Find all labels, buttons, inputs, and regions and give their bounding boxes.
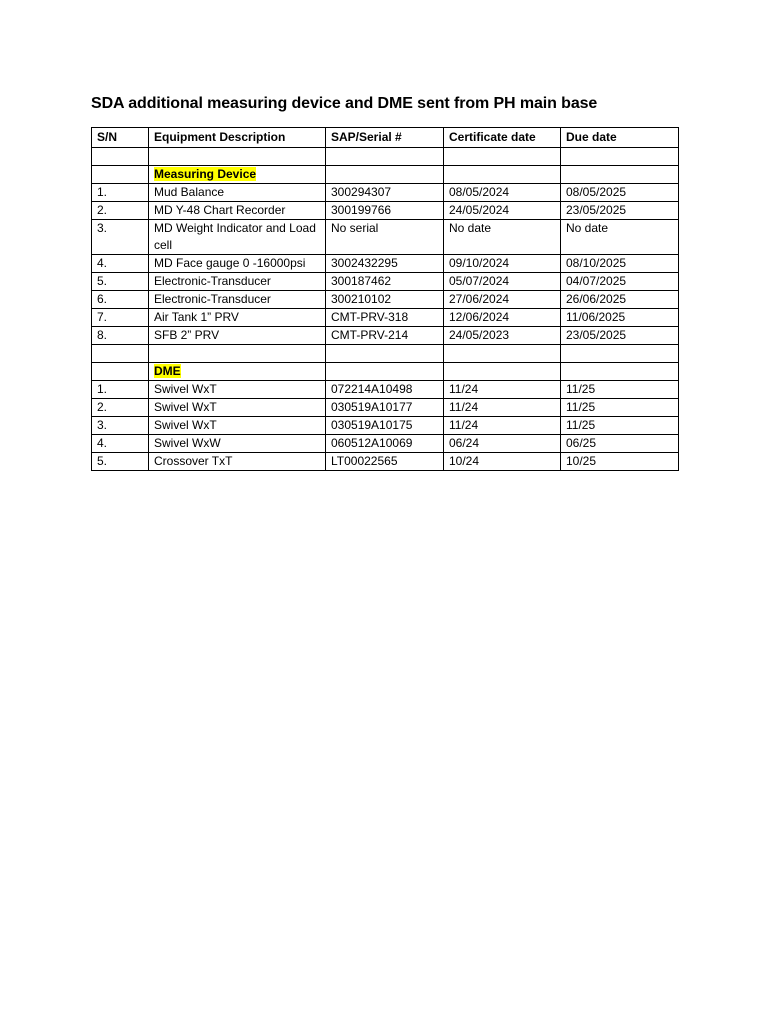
equipment-description-cell: Electronic-Transducer [149, 291, 326, 309]
table-row [92, 417, 679, 435]
due-date-cell: 23/05/2025 [561, 202, 679, 220]
due-date-cell: 06/25 [561, 435, 679, 453]
empty-cell [92, 148, 149, 166]
due-date-cell: 11/25 [561, 417, 679, 435]
empty-cell [326, 345, 444, 363]
sn-cell: 3. [92, 417, 149, 435]
header-due-date: Due date [561, 128, 679, 148]
header-equipment-description: Equipment Description [149, 128, 326, 148]
spacer-row [92, 148, 679, 166]
certificate-date-cell: 24/05/2023 [444, 327, 561, 345]
certificate-date-cell: 05/07/2024 [444, 273, 561, 291]
due-date-cell: 26/06/2025 [561, 291, 679, 309]
table-header-row [92, 128, 679, 148]
sn-cell: 5. [92, 273, 149, 291]
due-date-cell: 04/07/2025 [561, 273, 679, 291]
empty-cell [561, 345, 679, 363]
due-date-cell: 10/25 [561, 453, 679, 471]
table-body [92, 148, 679, 471]
empty-cell [444, 166, 561, 184]
due-date-cell: 08/05/2025 [561, 184, 679, 202]
header-certificate-date: Certificate date [444, 128, 561, 148]
due-date-cell: 23/05/2025 [561, 327, 679, 345]
header-serial: SAP/Serial # [326, 128, 444, 148]
equipment-description-cell: MD Weight Indicator and Load cell [149, 220, 326, 255]
empty-cell [444, 345, 561, 363]
serial-cell: No serial [326, 220, 444, 255]
sn-cell: 1. [92, 381, 149, 399]
table-row [92, 327, 679, 345]
spacer-row [92, 345, 679, 363]
equipment-description-cell: Air Tank 1” PRV [149, 309, 326, 327]
certificate-date-cell: 12/06/2024 [444, 309, 561, 327]
due-date-cell: No date [561, 220, 679, 255]
empty-cell [326, 363, 444, 381]
section-label-row [92, 166, 679, 184]
section-label-row [92, 363, 679, 381]
empty-cell [561, 363, 679, 381]
due-date-cell: 11/06/2025 [561, 309, 679, 327]
empty-cell [326, 166, 444, 184]
sn-cell: 6. [92, 291, 149, 309]
sn-cell: 5. [92, 453, 149, 471]
equipment-description-cell: MD Y-48 Chart Recorder [149, 202, 326, 220]
serial-cell: CMT-PRV-318 [326, 309, 444, 327]
serial-cell: 072214A10498 [326, 381, 444, 399]
certificate-date-cell: 11/24 [444, 399, 561, 417]
equipment-description-cell: Swivel WxT [149, 417, 326, 435]
empty-cell [92, 345, 149, 363]
section-label-cell [149, 166, 326, 184]
table-row [92, 381, 679, 399]
certificate-date-cell: 10/24 [444, 453, 561, 471]
sn-cell: 4. [92, 435, 149, 453]
table-row [92, 435, 679, 453]
serial-cell: 300210102 [326, 291, 444, 309]
empty-cell [149, 148, 326, 166]
empty-cell [561, 148, 679, 166]
table-row [92, 291, 679, 309]
due-date-cell: 11/25 [561, 381, 679, 399]
certificate-date-cell: No date [444, 220, 561, 255]
equipment-description-cell: Crossover TxT [149, 453, 326, 471]
empty-cell [444, 363, 561, 381]
equipment-description-cell: Swivel WxW [149, 435, 326, 453]
empty-cell [444, 148, 561, 166]
certificate-date-cell: 09/10/2024 [444, 255, 561, 273]
serial-cell: CMT-PRV-214 [326, 327, 444, 345]
table-row [92, 273, 679, 291]
certificate-date-cell: 06/24 [444, 435, 561, 453]
section-label: DME [154, 364, 181, 378]
serial-cell: 060512A10069 [326, 435, 444, 453]
equipment-description-cell: Swivel WxT [149, 381, 326, 399]
serial-cell: 3002432295 [326, 255, 444, 273]
table-row [92, 184, 679, 202]
sn-cell: 2. [92, 399, 149, 417]
section-label-cell [149, 363, 326, 381]
certificate-date-cell: 27/06/2024 [444, 291, 561, 309]
sn-cell: 2. [92, 202, 149, 220]
table-row [92, 399, 679, 417]
table-row [92, 453, 679, 471]
table-row [92, 220, 679, 255]
empty-cell [92, 363, 149, 381]
header-sn: S/N [92, 128, 149, 148]
empty-cell [149, 345, 326, 363]
equipment-description-cell: Electronic-Transducer [149, 273, 326, 291]
sn-cell: 4. [92, 255, 149, 273]
serial-cell: 300199766 [326, 202, 444, 220]
serial-cell: 300294307 [326, 184, 444, 202]
sn-cell: 7. [92, 309, 149, 327]
due-date-cell: 08/10/2025 [561, 255, 679, 273]
sn-cell: 8. [92, 327, 149, 345]
table-row [92, 309, 679, 327]
equipment-table [91, 127, 679, 471]
equipment-description-cell: Swivel WxT [149, 399, 326, 417]
due-date-cell: 11/25 [561, 399, 679, 417]
serial-cell: 030519A10175 [326, 417, 444, 435]
serial-cell: 030519A10177 [326, 399, 444, 417]
serial-cell: 300187462 [326, 273, 444, 291]
equipment-description-cell: SFB 2” PRV [149, 327, 326, 345]
empty-cell [92, 166, 149, 184]
certificate-date-cell: 24/05/2024 [444, 202, 561, 220]
sn-cell: 3. [92, 220, 149, 255]
document-title: SDA additional measuring device and DME sent from PH main base [91, 95, 598, 112]
equipment-description-cell: MD Face gauge 0 -16000psi [149, 255, 326, 273]
table-row [92, 202, 679, 220]
empty-cell [326, 148, 444, 166]
certificate-date-cell: 11/24 [444, 381, 561, 399]
section-label: Measuring Device [154, 167, 257, 181]
certificate-date-cell: 08/05/2024 [444, 184, 561, 202]
empty-cell [561, 166, 679, 184]
serial-cell: LT00022565 [326, 453, 444, 471]
sn-cell: 1. [92, 184, 149, 202]
certificate-date-cell: 11/24 [444, 417, 561, 435]
equipment-description-cell: Mud Balance [149, 184, 326, 202]
table-row [92, 255, 679, 273]
